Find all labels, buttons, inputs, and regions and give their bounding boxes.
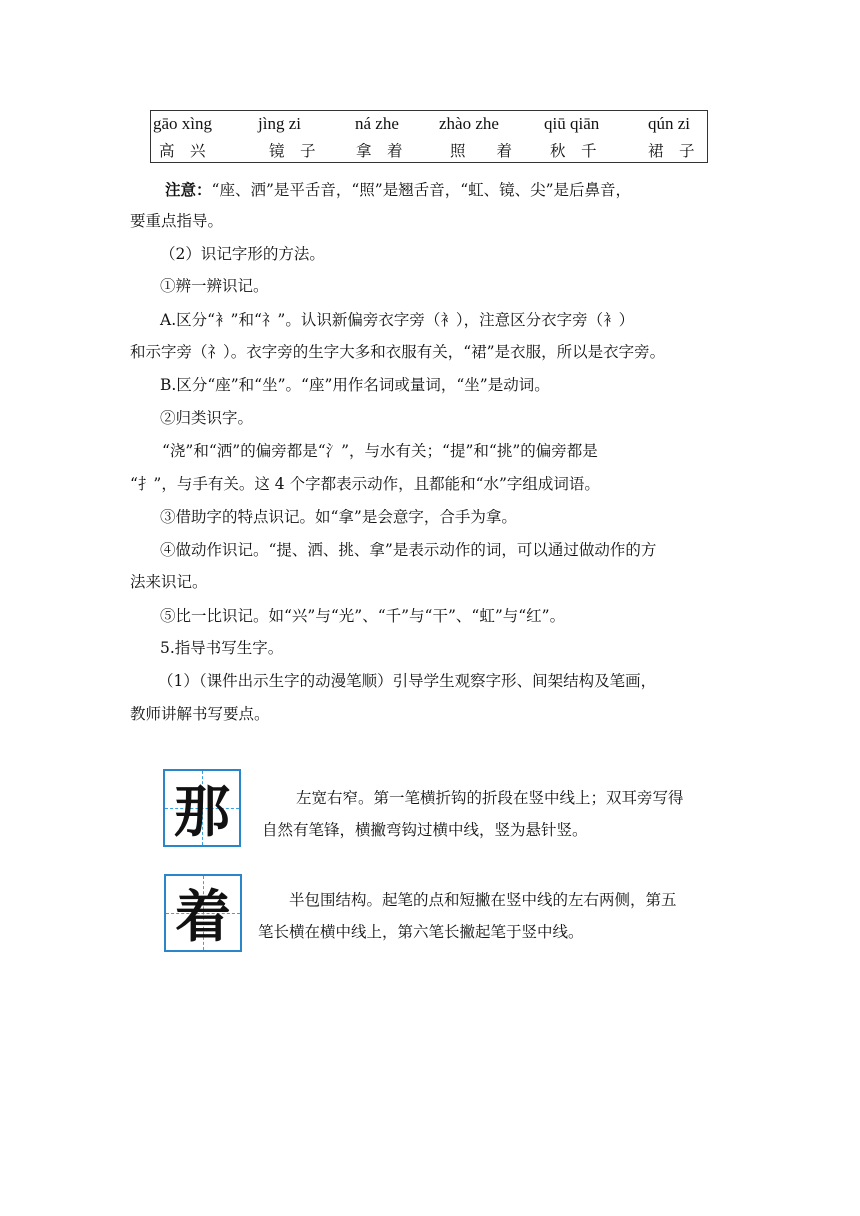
hanzi-cell: 秋 千 xyxy=(550,142,597,160)
text-line: A.区分“衤”和“礻”。认识新偏旁衣字旁（衤），注意区分衣字旁（衤） xyxy=(160,311,635,329)
text-line: （1）（课件出示生字的动漫笔顺）引导学生观察字形、间架结构及笔画， xyxy=(158,672,657,690)
text-line: “浇”和“洒”的偏旁都是“氵”，与水有关；“提”和“挑”的偏旁都是 xyxy=(162,442,598,460)
note-line-1: 注意：“座、洒”是平舌音，“照”是翘舌音，“虹、镜、尖”是后鼻音， xyxy=(165,180,632,199)
pinyin-row xyxy=(151,114,707,138)
character-description: 自然有笔锋，横撇弯钩过横中线，竖为悬针竖。 xyxy=(262,821,588,839)
text-line: 教师讲解书写要点。 xyxy=(130,705,270,723)
character-glyph: 那 xyxy=(174,780,230,845)
text-line: ④做动作识记。“提、洒、挑、拿”是表示动作的词，可以通过做动作的方 xyxy=(160,541,657,559)
note-label: 注意： xyxy=(165,180,212,199)
text-line: ①辨一辨识记。 xyxy=(160,277,269,295)
pinyin-cell: gāo xìng xyxy=(153,114,213,133)
pinyin-cell: zhào zhe xyxy=(439,114,499,133)
pinyin-cell: ná zhe xyxy=(355,114,399,133)
text-line: 5.指导书写生字。 xyxy=(160,639,284,657)
hanzi-row xyxy=(151,139,707,163)
hanzi-cell: 拿 着 xyxy=(356,142,403,160)
character-description: 左宽右窄。第一笔横折钩的折段在竖中线上；双耳旁写得 xyxy=(296,789,684,807)
tianzige-grid xyxy=(163,769,241,847)
text-line: ⑤比一比识记。如“兴”与“光”、“千”与“干”、“虹”与“红”。 xyxy=(160,607,566,625)
text-line: 和示字旁（礻）。衣字旁的生字大多和衣服有关，“裙”是衣服，所以是衣字旁。 xyxy=(130,343,666,361)
character-description: 半包围结构。起笔的点和短撇在竖中线的左右两侧，第五 xyxy=(289,891,677,909)
character-description: 笔长横在横中线上，第六笔长撇起笔于竖中线。 xyxy=(258,923,584,941)
text-line: “扌”，与手有关。这 4 个字都表示动作，且都能和“水”字组成词语。 xyxy=(130,475,600,493)
text-line: ②归类识字。 xyxy=(160,409,254,427)
text-line: （2）识记字形的方法。 xyxy=(160,245,325,263)
hanzi-cell: 镜 子 xyxy=(269,142,316,160)
tianzige-grid xyxy=(164,874,242,952)
hanzi-cell: 裙 子 xyxy=(648,142,695,160)
character-glyph: 着 xyxy=(175,885,231,950)
pinyin-cell: qiū qiān xyxy=(544,114,600,133)
text-line: 法来识记。 xyxy=(130,573,208,591)
text-line: ③借助字的特点识记。如“拿”是会意字，合手为拿。 xyxy=(160,508,517,526)
pinyin-cell: jìng zi xyxy=(258,114,301,133)
hanzi-cell: 高 兴 xyxy=(159,142,206,160)
text-line: B.区分“座”和“坐”。“座”用作名词或量词，“坐”是动词。 xyxy=(160,376,550,394)
note-line-2: 要重点指导。 xyxy=(130,212,224,230)
hanzi-cell: 照 着 xyxy=(450,142,513,160)
pinyin-table xyxy=(150,110,708,163)
pinyin-cell: qún zi xyxy=(648,114,691,133)
